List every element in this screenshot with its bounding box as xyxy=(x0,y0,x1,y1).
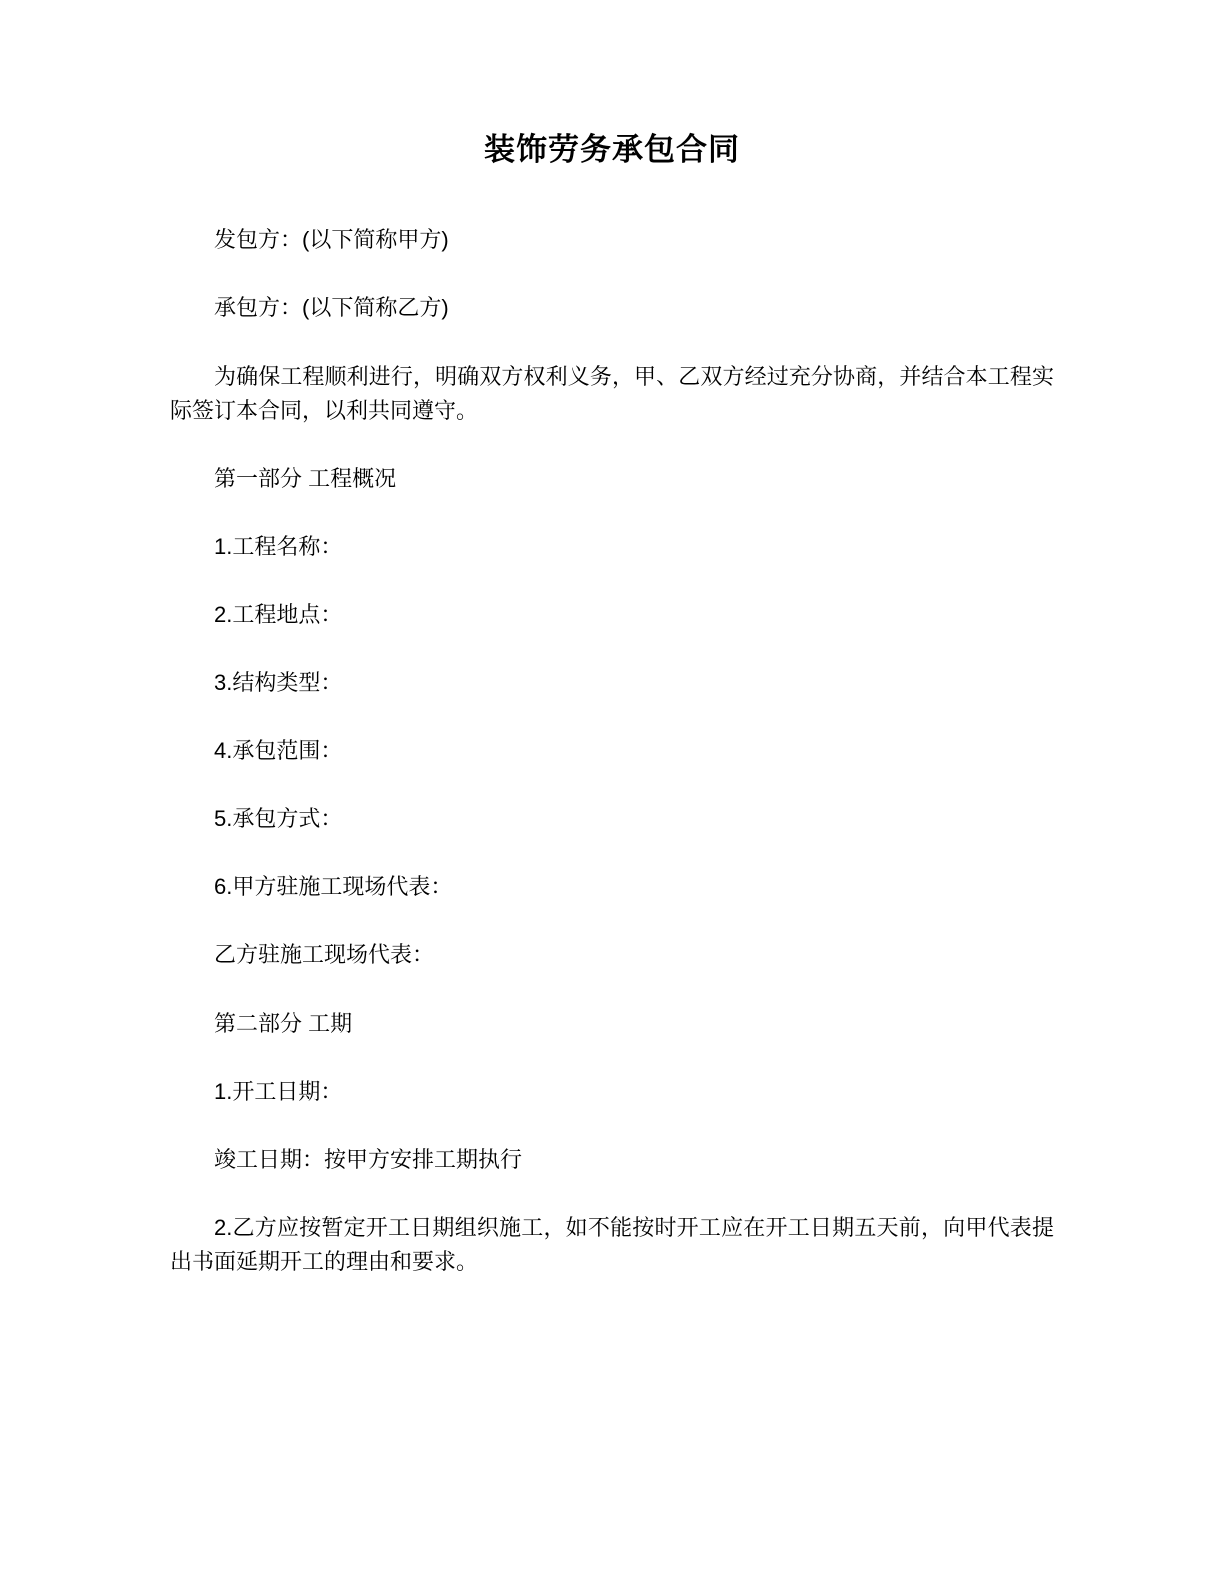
paragraph-preamble: 为确保工程顺利进行，明确双方权利义务，甲、乙双方经过充分协商，并结合本工程实际签订本合同，以利共同遵守。 xyxy=(170,363,1054,423)
paragraph-party-a: 发包方：(以下简称甲方) xyxy=(214,227,449,253)
item-structure-type: 3.结构类型： xyxy=(214,670,343,696)
item-completion-date: 竣工日期：按甲方安排工期执行 xyxy=(214,1146,523,1172)
section-heading-part-one: 第一部分 工程概况 xyxy=(214,465,397,491)
item-start-date: 1.开工日期： xyxy=(214,1078,343,1104)
item-contract-scope: 4.承包范围： xyxy=(214,738,343,764)
item-party-a-site-representative: 6.甲方驻施工现场代表： xyxy=(214,874,453,900)
page-title: 装饰劳务承包合同 xyxy=(484,132,740,167)
item-project-name: 1.工程名称： xyxy=(214,533,343,559)
item-party-b-site-representative: 乙方驻施工现场代表： xyxy=(214,942,435,968)
section-heading-part-two: 第二部分 工期 xyxy=(214,1010,353,1036)
paragraph-party-b: 承包方：(以下简称乙方) xyxy=(214,295,449,321)
item-contract-method: 5.承包方式： xyxy=(214,806,343,832)
item-delay-notice-clause: 2.乙方应按暂定开工日期组织施工，如不能按时开工应在开工日期五天前，向甲代表提出书面延期开工的理由和要求。 xyxy=(170,1214,1054,1274)
item-project-location: 2.工程地点： xyxy=(214,601,343,627)
